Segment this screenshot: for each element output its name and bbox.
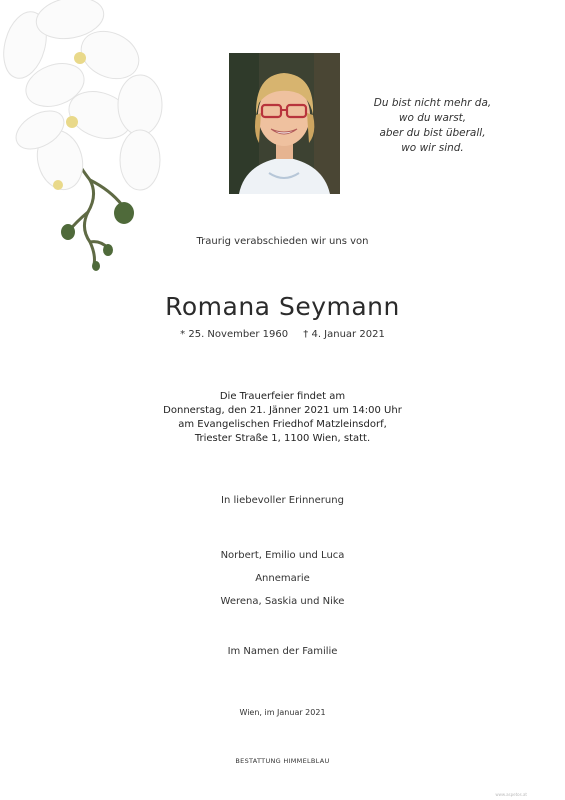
quote-line: wo wir sind.: [401, 142, 464, 154]
ceremony-info: [0, 390, 565, 446]
quote-line: Du bist nicht mehr da,: [373, 97, 492, 109]
quote-line: aber du bist überall,: [379, 127, 486, 139]
life-dates: [0, 329, 565, 340]
portrait-photo: [229, 53, 340, 194]
birth-date: * 25. November 1960: [180, 329, 289, 340]
quote-text: [350, 96, 515, 156]
family-member: Werena, Saskia und Nike: [220, 596, 345, 607]
intro-text: Traurig verabschieden wir uns von: [196, 236, 369, 247]
family-member: Annemarie: [255, 573, 310, 584]
family-member: Norbert, Emilio und Luca: [220, 550, 345, 561]
ceremony-line: Triester Straße 1, 1100 Wien, statt.: [194, 433, 371, 444]
place-date: Wien, im Januar 2021: [239, 708, 326, 717]
undertaker-name: BESTATTUNG HIMMELBLAU: [235, 757, 330, 765]
ceremony-line: am Evangelischen Friedhof Matzleinsdorf,: [178, 419, 387, 430]
memory-text: In liebevoller Erinnerung: [221, 495, 344, 506]
ceremony-line: Donnerstag, den 21. Jänner 2021 um 14:00 Uhr: [163, 405, 402, 416]
on-behalf-text: Im Namen der Familie: [227, 646, 338, 657]
footnote-url: www.aspetos.at: [495, 792, 527, 797]
orchid-flower-image: [0, 0, 175, 275]
deceased-name: Romana Seymann: [165, 292, 400, 321]
death-date: † 4. Januar 2021: [303, 329, 385, 340]
ceremony-line: Die Trauerfeier findet am: [219, 391, 346, 402]
quote-line: wo du warst,: [398, 112, 467, 124]
